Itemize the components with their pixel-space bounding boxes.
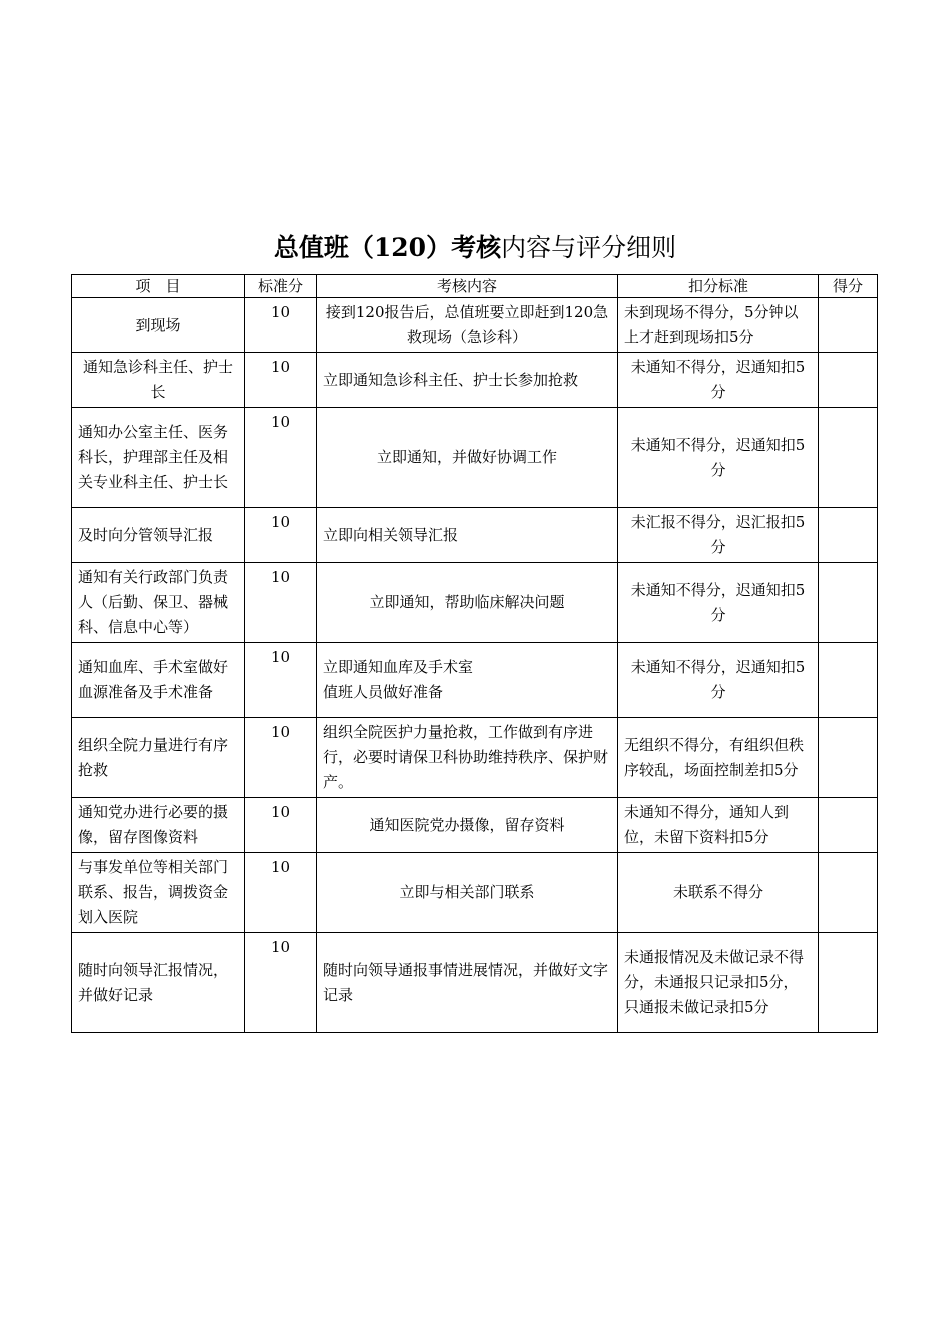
header-got: 得分	[819, 275, 878, 298]
row-standard: 未通知不得分，迟通知扣5分	[618, 563, 819, 643]
row-standard: 未联系不得分	[618, 853, 819, 933]
row-content	[317, 643, 618, 718]
row-got	[819, 933, 878, 1033]
table-row	[72, 718, 878, 798]
row-score: 10	[245, 508, 317, 563]
row-score: 10	[245, 933, 317, 1033]
assessment-table	[71, 274, 878, 1033]
table-row	[72, 798, 878, 853]
row-score: 10	[245, 408, 317, 508]
row-got	[819, 408, 878, 508]
row-item: 及时向分管领导汇报	[72, 508, 245, 563]
header-content: 考核内容	[317, 275, 618, 298]
row-got	[819, 563, 878, 643]
row-content: 组织全院医护力量抢救，工作做到有序进行，必要时请保卫科协助维持秩序、保护财产。	[317, 718, 618, 798]
table-row	[72, 408, 878, 508]
title-normal-part: 内容与评分细则	[501, 233, 677, 262]
row-got	[819, 798, 878, 853]
row-got	[819, 853, 878, 933]
table-row	[72, 853, 878, 933]
row-standard: 未通知不得分，迟通知扣5分	[618, 353, 819, 408]
row-content: 接到120报告后，总值班要立即赶到120急救现场（急诊科）	[317, 298, 618, 353]
row-score: 10	[245, 563, 317, 643]
row-item: 通知党办进行必要的摄像，留存图像资料	[72, 798, 245, 853]
row-got	[819, 718, 878, 798]
row-content: 立即通知，帮助临床解决问题	[317, 563, 618, 643]
row-score: 10	[245, 353, 317, 408]
page-title	[0, 228, 950, 268]
row-got	[819, 353, 878, 408]
row-content-line-1: 立即通知血库及手术室	[323, 658, 474, 676]
row-score: 10	[245, 718, 317, 798]
row-content: 立即向相关领导汇报	[317, 508, 618, 563]
row-score: 10	[245, 643, 317, 718]
table-row	[72, 353, 878, 408]
table-row	[72, 933, 878, 1033]
row-standard: 未通知不得分，迟通知扣5分	[618, 643, 819, 718]
table-header-row	[72, 275, 878, 298]
row-item: 随时向领导汇报情况，并做好记录	[72, 933, 245, 1033]
row-content: 立即通知急诊科主任、护士长参加抢救	[317, 353, 618, 408]
row-item: 通知有关行政部门负责人（后勤、保卫、器械科、信息中心等）	[72, 563, 245, 643]
row-item: 通知急诊科主任、护士长	[72, 353, 245, 408]
row-standard: 未汇报不得分，迟汇报扣5分	[618, 508, 819, 563]
row-standard: 未到现场不得分，5分钟以上才赶到现场扣5分	[618, 298, 819, 353]
table-row	[72, 298, 878, 353]
row-standard: 未通报情况及未做记录不得分，未通报只记录扣5分，只通报未做记录扣5分	[618, 933, 819, 1033]
row-item: 到现场	[72, 298, 245, 353]
row-score: 10	[245, 298, 317, 353]
row-item: 通知办公室主任、医务科长，护理部主任及相关专业科主任、护士长	[72, 408, 245, 508]
row-score: 10	[245, 798, 317, 853]
header-score: 标准分	[245, 275, 317, 298]
table-row	[72, 643, 878, 718]
table-row	[72, 563, 878, 643]
header-standard: 扣分标准	[618, 275, 819, 298]
row-got	[819, 298, 878, 353]
row-content: 通知医院党办摄像，留存资料	[317, 798, 618, 853]
row-content: 立即与相关部门联系	[317, 853, 618, 933]
row-got	[819, 643, 878, 718]
header-item: 项 目	[72, 275, 245, 298]
row-standard: 未通知不得分，迟通知扣5分	[618, 408, 819, 508]
row-item: 与事发单位等相关部门联系、报告，调拨资金划入医院	[72, 853, 245, 933]
row-score: 10	[245, 853, 317, 933]
title-bold-part: 总值班（120）考核	[273, 233, 502, 262]
row-standard: 未通知不得分，通知人到位，未留下资料扣5分	[618, 798, 819, 853]
row-item: 组织全院力量进行有序抢救	[72, 718, 245, 798]
table-row	[72, 508, 878, 563]
row-content: 随时向领导通报事情进展情况，并做好文字记录	[317, 933, 618, 1033]
row-standard: 无组织不得分，有组织但秩序较乱，场面控制差扣5分	[618, 718, 819, 798]
row-content-line-2: 值班人员做好准备	[323, 683, 444, 701]
row-got	[819, 508, 878, 563]
row-item: 通知血库、手术室做好血源准备及手术准备	[72, 643, 245, 718]
row-content: 立即通知，并做好协调工作	[317, 408, 618, 508]
